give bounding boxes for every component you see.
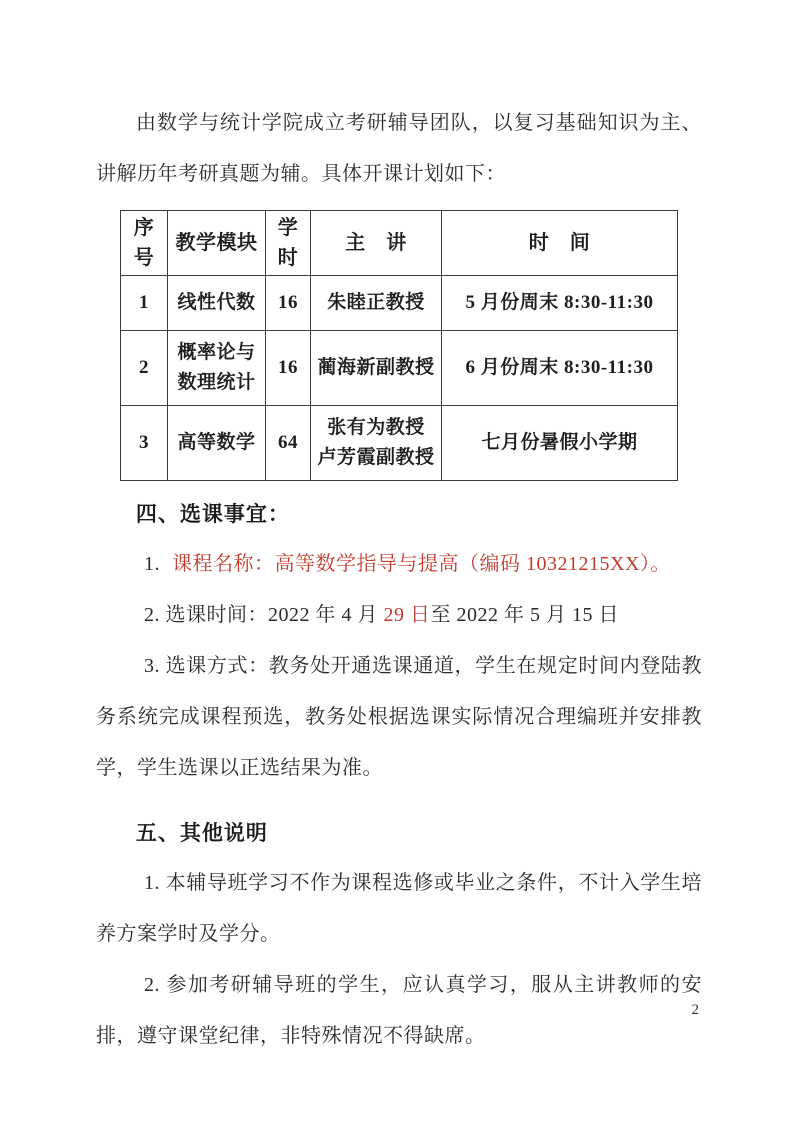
cell-module: 高等数学	[168, 406, 266, 481]
page-content	[96, 98, 702, 1062]
header-cell-no: 序号	[121, 211, 168, 276]
cell-module: 线性代数	[168, 276, 266, 331]
cell-module-line: 概率论与	[177, 342, 256, 363]
course-schedule-table	[120, 210, 678, 481]
section-four-item-2	[96, 590, 702, 641]
table-header-row	[121, 211, 678, 276]
cell-lecturer-line: 卢芳霞副教授	[317, 447, 435, 468]
date-highlight: 29 日	[383, 604, 431, 626]
cell-no: 1	[121, 276, 168, 331]
section-four-item-1	[96, 539, 702, 590]
page-number: 2	[691, 1002, 699, 1018]
item-text: 至 2022 年 5 月 15 日	[430, 604, 619, 626]
cell-time: 七月份暑假小学期	[442, 406, 678, 481]
cell-no: 2	[121, 331, 168, 406]
header-cell-lecturer: 主 讲	[311, 211, 442, 276]
intro-paragraph: 由数学与统计学院成立考研辅导团队，以复习基础知识为主、讲解历年考研真题为辅。具体开课计划如下：	[96, 112, 702, 185]
cell-time: 6 月份周末 8:30-11:30	[442, 331, 678, 406]
cell-lecturer: 朱睦正教授	[311, 276, 442, 331]
spacer	[96, 481, 702, 489]
header-cell-module: 教学模块	[168, 211, 266, 276]
item-number: 1.	[144, 553, 160, 575]
course-name-highlight: 课程名称：高等数学指导与提高（编码 10321215XX）。	[172, 553, 671, 575]
section-four-item-3: 3. 选课方式：教务处开通选课通道，学生在规定时间内登陆教务系统完成课程预选，教务处根据选课实际情况合理编班并安排教学，学生选课以正选结果为准。	[96, 655, 702, 779]
table-row	[121, 406, 678, 481]
section-five-item-1: 1. 本辅导班学习不作为课程选修或毕业之条件，不计入学生培养方案学时及学分。	[96, 872, 702, 945]
cell-no: 3	[121, 406, 168, 481]
header-cell-time: 时 间	[442, 211, 678, 276]
item-text: 2. 选课时间：2022 年 4 月	[144, 604, 384, 626]
cell-module-line: 数理统计	[177, 372, 256, 393]
cell-lecturer	[311, 406, 442, 481]
section-five-item-2: 2. 参加考研辅导班的学生，应认真学习，服从主讲教师的安排，遵守课堂纪律，非特殊情况不得缺席。	[96, 974, 702, 1047]
cell-lecturer-line: 张有为教授	[327, 417, 425, 438]
course-schedule-table-wrapper	[120, 210, 702, 481]
table-row	[121, 331, 678, 406]
cell-module	[168, 331, 266, 406]
cell-hours: 16	[266, 331, 311, 406]
section-four-heading: 四、选课事宜：	[135, 502, 290, 526]
section-five-heading: 五、其他说明	[135, 821, 268, 845]
cell-hours: 16	[266, 276, 311, 331]
spacer	[96, 794, 702, 808]
table-row	[121, 276, 678, 331]
cell-time: 5 月份周末 8:30-11:30	[442, 276, 678, 331]
header-cell-hours: 学时	[266, 211, 311, 276]
cell-lecturer: 蔺海新副教授	[311, 331, 442, 406]
cell-hours: 64	[266, 406, 311, 481]
